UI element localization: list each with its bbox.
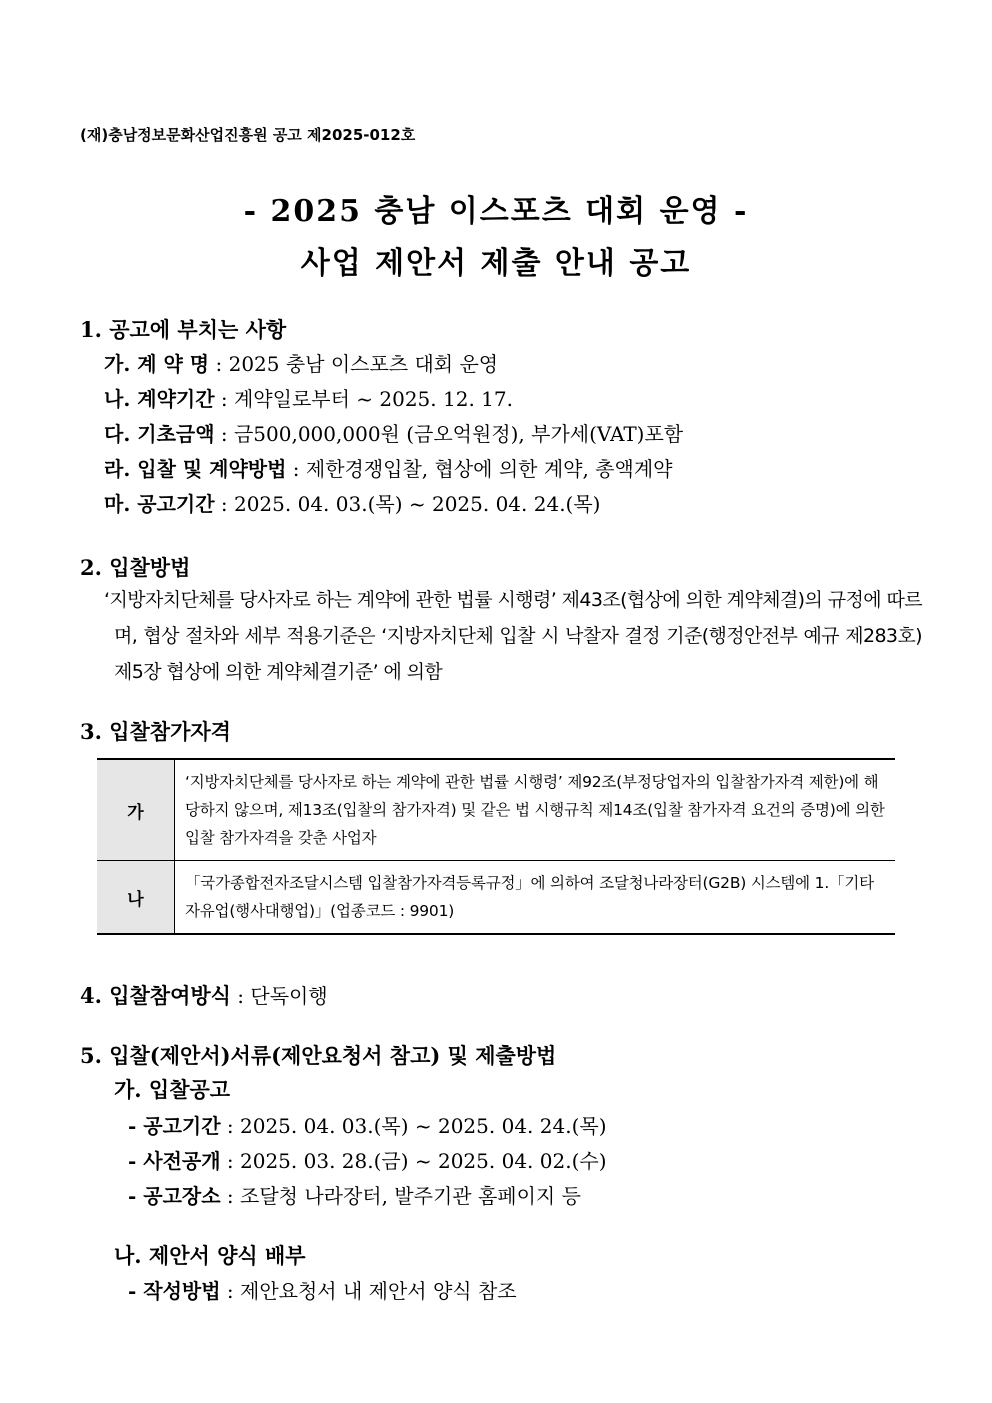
section-5-heading: 5. 입찰(제안서)서류(제안요청서 참고) 및 제출방법 <box>80 1043 557 1068</box>
section-1-heading: 1. 공고에 부치는 사항 <box>80 317 287 342</box>
table-row <box>97 759 895 861</box>
contract-period-value: : 계약일로부터 ~ 2025. 12. 17. <box>214 387 513 411</box>
bid-notice-period-label: - 공고기간 <box>128 1114 221 1138</box>
base-amount-value: : 금500,000,000원 (금오억원정), 부가세(VAT)포함 <box>214 422 684 446</box>
subsection-5a-heading: 가. 입찰공고 <box>114 1077 231 1102</box>
contract-name-row <box>104 348 498 377</box>
notice-period-label: 마. 공고기간 <box>104 492 215 516</box>
notice-period-row <box>104 488 600 517</box>
qualification-table <box>97 758 895 935</box>
title-line-1: - 2025 충남 이스포츠 대회 운영 - <box>243 194 749 229</box>
notice-number: (재)충남정보문화산업진흥원 공고 제2025-012호 <box>80 126 416 144</box>
table-row <box>97 861 895 935</box>
section-3-heading: 3. 입찰참가자격 <box>80 719 231 744</box>
participation-method-value: : 단독이행 <box>230 984 328 1008</box>
bid-method-label: 라. 입찰 및 계약방법 <box>104 457 287 481</box>
writing-method-label: - 작성방법 <box>128 1279 221 1303</box>
section-2-heading: 2. 입찰방법 <box>80 555 191 580</box>
bid-notice-period-row <box>128 1110 607 1139</box>
contract-period-row <box>104 383 513 412</box>
notice-location-row <box>128 1180 581 1209</box>
qualification-label-b: 나 <box>97 861 175 935</box>
bid-method-description: ‘지방자치단체를 당사자로 하는 계약에 관한 법률 시행령’ 제43조(협상에 의한 계약체결)의 규정에 따르며, 협상 절차와 세부 적용기준은 ‘지방자치단체 입찰 시 낙찰자 결정 기준(행정안전부 예규 제283호) 제5장 협상에 의한 계약체결기준’ 에 의함 <box>104 589 922 683</box>
qualification-text-a: ‘지방자치단체를 당사자로 하는 계약에 관한 법률 시행령’ 제92조(부정당업자의 입찰참가자격 제한)에 해당하지 않으며, 제13조(입찰의 참가자격) 및 같은 법 시행규칙 제14조(입찰 참가자격 요건의 증명)에 의한 입찰 참가자격을 갖춘 사업자 <box>175 759 896 861</box>
writing-method-value: : 제안요청서 내 제안서 양식 참조 <box>220 1279 517 1303</box>
writing-method-row <box>128 1275 517 1304</box>
bid-notice-period-value: : 2025. 04. 03.(목) ~ 2025. 04. 24.(목) <box>220 1114 607 1138</box>
title-line-2: 사업 제안서 제출 안내 공고 <box>300 246 692 281</box>
qualification-text-b: 「국가종합전자조달시스템 입찰참가자격등록규정」에 의하여 조달청나라장터(G2B) 시스템에 1.「기타자유업(행사대행업)」(업종코드 : 9901) <box>185 874 874 920</box>
notice-period-value: : 2025. 04. 03.(목) ~ 2025. 04. 24.(목) <box>214 492 601 516</box>
participation-method-row <box>80 980 328 1010</box>
pre-release-value: : 2025. 03. 28.(금) ~ 2025. 04. 02.(수) <box>220 1149 607 1173</box>
notice-location-value: : 조달청 나라장터, 발주기관 홈페이지 등 <box>220 1184 581 1208</box>
pre-release-label: - 사전공개 <box>128 1149 221 1173</box>
notice-location-label: - 공고장소 <box>128 1184 221 1208</box>
pre-release-row <box>128 1145 607 1174</box>
base-amount-label: 다. 기초금액 <box>104 422 215 446</box>
section-4-heading: 4. 입찰참여방식 <box>80 983 231 1008</box>
contract-name-value: : 2025 충남 이스포츠 대회 운영 <box>209 352 499 376</box>
bid-method-row <box>104 453 672 482</box>
subsection-5b-heading: 나. 제안서 양식 배부 <box>114 1243 306 1268</box>
contract-period-label: 나. 계약기간 <box>104 387 215 411</box>
qualification-label-a: 가 <box>97 759 175 861</box>
bid-method-value: : 제한경쟁입찰, 협상에 의한 계약, 총액계약 <box>286 457 673 481</box>
base-amount-row <box>104 418 683 447</box>
contract-name-label: 가. 계 약 명 <box>104 352 210 376</box>
